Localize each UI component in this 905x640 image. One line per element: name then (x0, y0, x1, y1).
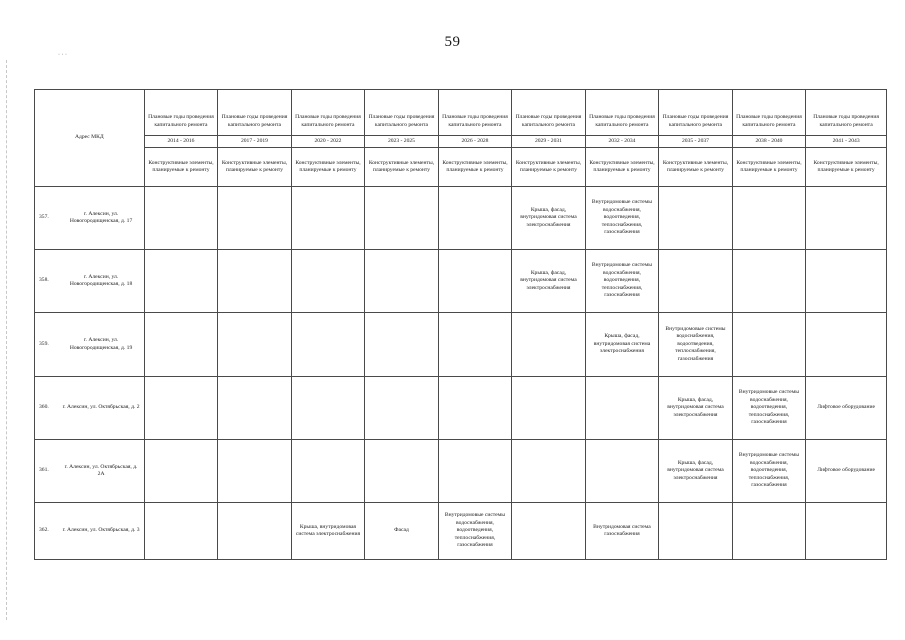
period-years-cell: 2026 - 2028 (438, 136, 512, 148)
repair-elements-cell: Внутридомовые системы водоснабжения, водоотведения, теплоснабжения, газоснабжения (585, 187, 659, 250)
row-number-cell: 359. (35, 313, 62, 377)
repair-elements-cell: Фасад (365, 503, 439, 560)
period-elements-header-cell: Конструктивные элементы, планируемые к ремонту (218, 148, 292, 187)
repair-elements-cell: Лифтовое оборудование (806, 377, 887, 440)
repair-elements-cell (218, 250, 292, 313)
period-years-cell: 2032 - 2034 (585, 136, 659, 148)
row-number-cell: 360. (35, 377, 62, 440)
period-years-cell: 2020 - 2022 (291, 136, 365, 148)
binding-edge-rule (6, 60, 7, 620)
repair-elements-cell (144, 503, 218, 560)
repair-elements-cell: Лифтовое оборудование (806, 440, 887, 503)
repair-elements-cell (659, 503, 733, 560)
period-elements-header-cell: Конструктивные элементы, планируемые к ремонту (291, 148, 365, 187)
repair-elements-cell (732, 313, 806, 377)
repair-elements-cell (806, 250, 887, 313)
repair-elements-cell (732, 250, 806, 313)
repair-elements-cell (291, 440, 365, 503)
repair-elements-cell: Крыша, фасад, внутридомовая система электроснабжения (512, 187, 586, 250)
table-row (35, 503, 887, 560)
period-heading-cell: Плановые годы проведения капитального ремонта (806, 90, 887, 136)
repair-elements-cell (291, 187, 365, 250)
period-elements-header-cell: Конструктивные элементы, планируемые к ремонту (806, 148, 887, 187)
repair-elements-cell: Внутридомовые системы водоснабжения, водоотведения, теплоснабжения, газоснабжения (438, 503, 512, 560)
repair-elements-cell (806, 503, 887, 560)
repair-elements-cell (365, 313, 439, 377)
row-number-cell: 358. (35, 250, 62, 313)
period-elements-header-cell: Конструктивные элементы, планируемые к ремонту (585, 148, 659, 187)
repair-elements-cell: Внутридомовая система газоснабжения (585, 503, 659, 560)
period-years-cell: 2017 - 2019 (218, 136, 292, 148)
period-heading-cell: Плановые годы проведения капитального ремонта (218, 90, 292, 136)
scan-marks: · · · (58, 52, 67, 58)
address-header-cell: Адрес МКД (61, 90, 144, 187)
table-row (35, 440, 887, 503)
repair-elements-cell (732, 503, 806, 560)
repair-elements-cell (144, 187, 218, 250)
repair-elements-cell: Внутридомовые системы водоснабжения, водоотведения, теплоснабжения, газоснабжения (659, 313, 733, 377)
table-row (35, 313, 887, 377)
repair-elements-cell (585, 377, 659, 440)
period-years-cell: 2041 - 2043 (806, 136, 887, 148)
repair-elements-cell (806, 313, 887, 377)
repair-elements-cell (218, 187, 292, 250)
repair-elements-cell: Внутридомовые системы водоснабжения, водоотведения, теплоснабжения, газоснабжения (732, 377, 806, 440)
address-cell: г. Алексин, ул. Октябрьская, д. 3 (61, 503, 144, 560)
row-number-cell: 361. (35, 440, 62, 503)
repair-elements-cell: Крыша, фасад, внутридомовая система электроснабжения (659, 440, 733, 503)
period-years-cell: 2029 - 2031 (512, 136, 586, 148)
period-elements-header-cell: Конструктивные элементы, планируемые к ремонту (144, 148, 218, 187)
repair-elements-cell (438, 187, 512, 250)
repair-elements-cell (144, 440, 218, 503)
repair-elements-cell (512, 377, 586, 440)
period-elements-header-cell: Конструктивные элементы, планируемые к ремонту (659, 148, 733, 187)
header-row-elements (35, 148, 887, 187)
period-elements-header-cell: Конструктивные элементы, планируемые к ремонту (732, 148, 806, 187)
table-row (35, 187, 887, 250)
address-cell: г. Алексин, ул. Новогородищенская, д. 17 (61, 187, 144, 250)
repair-elements-cell (365, 377, 439, 440)
repair-elements-cell (512, 313, 586, 377)
repair-elements-cell: Крыша, фасад, внутридомовая система электроснабжения (512, 250, 586, 313)
period-heading-cell: Плановые годы проведения капитального ремонта (144, 90, 218, 136)
address-cell: г. Алексин, ул. Новогородищенская, д. 19 (61, 313, 144, 377)
row-number-cell: 362. (35, 503, 62, 560)
repair-elements-cell (218, 313, 292, 377)
repair-elements-cell (291, 250, 365, 313)
repair-elements-cell (659, 187, 733, 250)
table-body (35, 90, 887, 560)
repair-elements-cell (512, 440, 586, 503)
repair-elements-cell (218, 503, 292, 560)
period-heading-cell: Плановые годы проведения капитального ремонта (291, 90, 365, 136)
period-elements-header-cell: Конструктивные элементы, планируемые к ремонту (365, 148, 439, 187)
table-row (35, 250, 887, 313)
repair-elements-cell: Крыша, фасад, внутридомовая система электроснабжения (659, 377, 733, 440)
repair-elements-cell (218, 440, 292, 503)
table-row (35, 377, 887, 440)
period-years-cell: 2023 - 2025 (365, 136, 439, 148)
repair-elements-cell (365, 250, 439, 313)
period-heading-cell: Плановые годы проведения капитального ремонта (438, 90, 512, 136)
repair-elements-cell: Внутридомовые системы водоснабжения, водоотведения, теплоснабжения, газоснабжения (732, 440, 806, 503)
repair-elements-cell (218, 377, 292, 440)
period-years-cell: 2038 - 2040 (732, 136, 806, 148)
period-elements-header-cell: Конструктивные элементы, планируемые к ремонту (438, 148, 512, 187)
repair-elements-cell (365, 187, 439, 250)
period-heading-cell: Плановые годы проведения капитального ремонта (365, 90, 439, 136)
repair-elements-cell (365, 440, 439, 503)
period-elements-header-cell: Конструктивные элементы, планируемые к ремонту (512, 148, 586, 187)
number-header-cell (35, 90, 62, 187)
repair-elements-cell (806, 187, 887, 250)
repair-elements-cell (659, 250, 733, 313)
header-row-heading (35, 90, 887, 136)
period-heading-cell: Плановые годы проведения капитального ремонта (512, 90, 586, 136)
period-heading-cell: Плановые годы проведения капитального ремонта (732, 90, 806, 136)
period-years-cell: 2014 - 2016 (144, 136, 218, 148)
repair-elements-cell (585, 440, 659, 503)
repair-elements-cell (512, 503, 586, 560)
repair-elements-cell (438, 313, 512, 377)
row-number-cell: 357. (35, 187, 62, 250)
repair-elements-cell (291, 377, 365, 440)
repair-elements-cell: Крыша, внутридомовая система электроснабжения (291, 503, 365, 560)
address-cell: г. Алексин, ул. Новогородищенская, д. 18 (61, 250, 144, 313)
header-row-years (35, 136, 887, 148)
page-number: 59 (444, 34, 461, 50)
repair-elements-cell (144, 250, 218, 313)
repair-elements-cell: Крыша, фасад, внутридомовая система электроснабжения (585, 313, 659, 377)
repair-elements-cell: Внутридомовые системы водоснабжения, водоотведения, теплоснабжения, газоснабжения (585, 250, 659, 313)
repair-elements-cell (438, 377, 512, 440)
repair-elements-cell (291, 313, 365, 377)
repair-elements-cell (144, 377, 218, 440)
period-heading-cell: Плановые годы проведения капитального ремонта (659, 90, 733, 136)
period-heading-cell: Плановые годы проведения капитального ремонта (585, 90, 659, 136)
capital-repair-table (34, 89, 887, 560)
repair-elements-cell (438, 440, 512, 503)
address-cell: г. Алексин, ул. Октябрьская, д. 2А (61, 440, 144, 503)
period-years-cell: 2035 - 2037 (659, 136, 733, 148)
repair-elements-cell (732, 187, 806, 250)
repair-elements-cell (144, 313, 218, 377)
repair-elements-cell (438, 250, 512, 313)
address-cell: г. Алексин, ул. Октябрьская, д. 2 (61, 377, 144, 440)
